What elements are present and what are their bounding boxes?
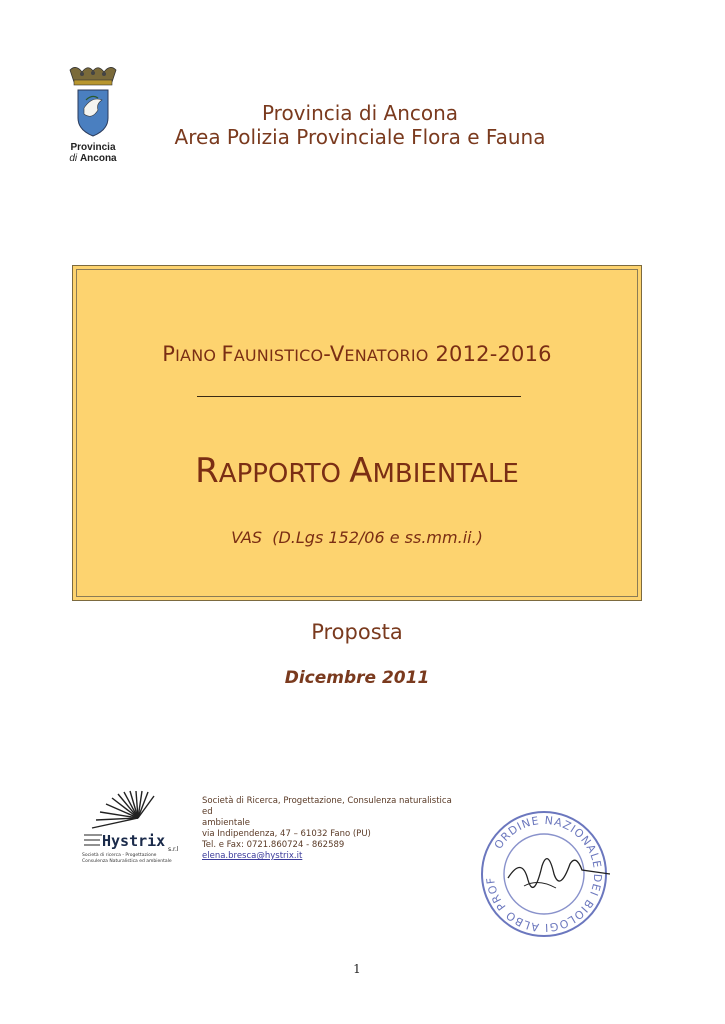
page-number: 1 (353, 962, 361, 976)
plan-title-part: IANO (175, 346, 222, 365)
plan-title (73, 342, 641, 366)
plan-title-part: ENATORIO (344, 346, 429, 365)
vas-reference: VAS (D.Lgs 152/06 e ss.mm.ii.) (231, 528, 483, 547)
logo-caption-line1: Provincia (70, 142, 116, 153)
document-date: Dicembre 2011 (284, 668, 430, 688)
logo-caption-line2 (58, 153, 128, 164)
hystrix-tagline-line2: Consulenza Naturalistica ed ambientale (82, 858, 172, 864)
report-title-part: R (195, 451, 219, 491)
professional-stamp (478, 808, 610, 940)
logo-caption-prefix: di (69, 153, 78, 164)
hystrix-suffix: s.r.l (168, 846, 179, 852)
company-description-cont: ambientale (202, 818, 250, 828)
plan-title-part: AUNISTICO (233, 346, 324, 365)
company-description: Società di Ricerca, Progettazione, Consulenza naturalistica ed (202, 796, 452, 817)
plan-title-part: P (162, 342, 176, 366)
plan-title-part: F (221, 342, 234, 366)
report-title-part: A (349, 451, 373, 491)
logo-caption-name: Ancona (79, 153, 117, 164)
company-address: via Indipendenza, 47 – 61032 Fano (PU) (202, 829, 371, 839)
hystrix-tagline (82, 853, 182, 864)
logo-caption (58, 142, 128, 164)
plan-title-part: -V (323, 342, 345, 366)
org-name: Provincia di Ancona (261, 101, 459, 125)
org-department: Area Polizia Provinciale Flora e Fauna (174, 125, 546, 149)
company-phone: Tel. e Fax: 0721.860724 - 862589 (202, 840, 345, 850)
report-title-part: MBIENTALE (372, 459, 519, 489)
svg-text:ORDINE NAZIONALE DEI BIOLOGI A: ORDINE NAZIONALE DEI BIOLOGI ALBO PROF (483, 813, 605, 935)
hystrix-wordmark: Hystrix (102, 832, 166, 850)
hystrix-tagline-line1: Società di ricerca - Progettazione (82, 853, 157, 858)
report-title (73, 451, 641, 491)
company-email-link[interactable]: elena.bresca@hystrix.it (202, 851, 303, 861)
plan-title-part: 2012-2016 (428, 342, 552, 366)
coat-of-arms-icon (62, 64, 124, 144)
title-box (72, 265, 642, 601)
company-info (202, 796, 462, 862)
biologist-seal-icon (478, 808, 610, 940)
report-title-part: APPORTO (218, 459, 350, 489)
porcupine-quills-icon (80, 790, 190, 852)
document-status: Proposta (311, 620, 403, 644)
title-divider (197, 396, 521, 397)
